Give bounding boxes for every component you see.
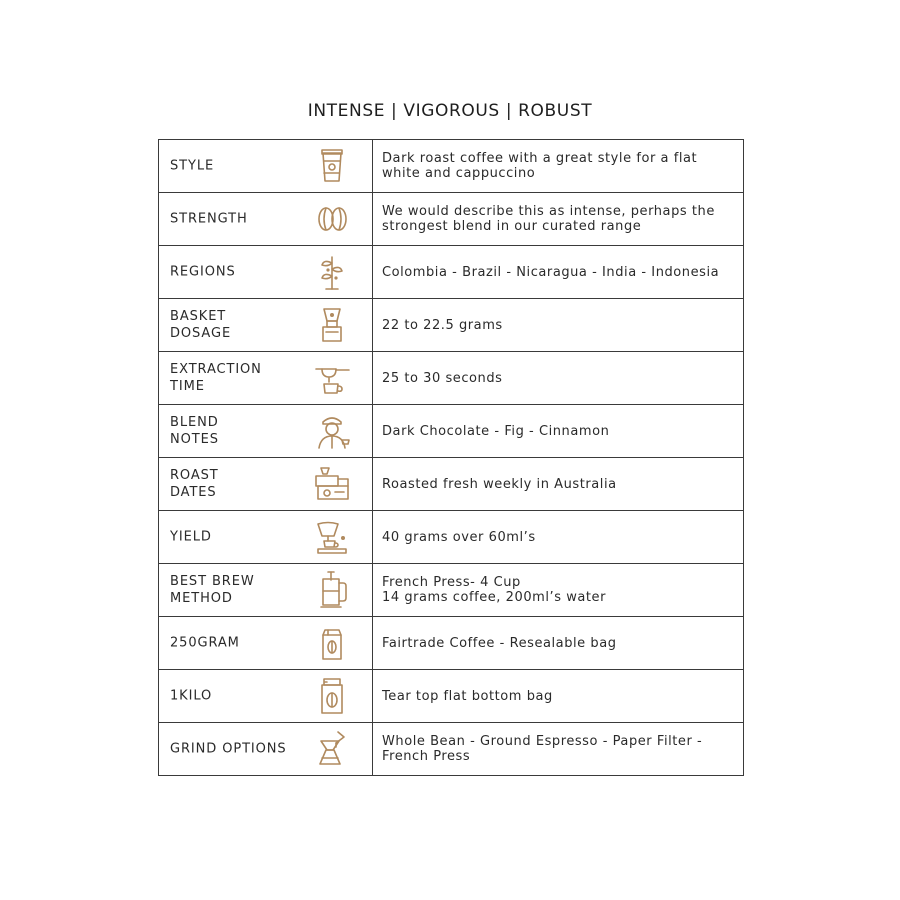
row-label: BASKET DOSAGE bbox=[170, 309, 232, 341]
row-label: 1KILO bbox=[170, 688, 213, 704]
takeaway-cup-icon bbox=[312, 145, 352, 187]
row-value: We would describe this as intense, perhaps the strongest blend in our curated range bbox=[373, 193, 744, 246]
label-cell bbox=[159, 511, 373, 564]
table-row bbox=[159, 352, 744, 405]
table-row bbox=[159, 246, 744, 299]
row-label: BLEND NOTES bbox=[170, 415, 219, 447]
coffee-bag-small-icon bbox=[312, 622, 352, 664]
row-value: 25 to 30 seconds bbox=[373, 352, 744, 405]
table-row bbox=[159, 140, 744, 193]
row-label: BEST BREW METHOD bbox=[170, 574, 255, 606]
table-row bbox=[159, 564, 744, 617]
table-row bbox=[159, 617, 744, 670]
table-row bbox=[159, 670, 744, 723]
label-cell bbox=[159, 405, 373, 458]
table-row bbox=[159, 299, 744, 352]
pour-over-icon bbox=[312, 728, 352, 770]
table-row bbox=[159, 193, 744, 246]
row-label: STYLE bbox=[170, 158, 215, 174]
table-row bbox=[159, 405, 744, 458]
row-value: Dark roast coffee with a great style for a flat white and cappuccino bbox=[373, 140, 744, 193]
coffee-bag-large-icon bbox=[312, 675, 352, 717]
row-value: Roasted fresh weekly in Australia bbox=[373, 458, 744, 511]
row-label: REGIONS bbox=[170, 264, 236, 280]
table-row bbox=[159, 511, 744, 564]
label-cell bbox=[159, 723, 373, 776]
row-value: Dark Chocolate - Fig - Cinnamon bbox=[373, 405, 744, 458]
row-value: Fairtrade Coffee - Resealable bag bbox=[373, 617, 744, 670]
label-cell bbox=[159, 458, 373, 511]
label-cell bbox=[159, 193, 373, 246]
row-value: French Press- 4 Cup 14 grams coffee, 200ml’s water bbox=[373, 564, 744, 617]
row-label: GRIND OPTIONS bbox=[170, 741, 287, 757]
row-label: 250GRAM bbox=[170, 635, 240, 651]
row-value: 40 grams over 60ml’s bbox=[373, 511, 744, 564]
row-value: 22 to 22.5 grams bbox=[373, 299, 744, 352]
page-title: INTENSE | VIGOROUS | ROBUST bbox=[307, 101, 593, 121]
label-cell bbox=[159, 299, 373, 352]
label-cell bbox=[159, 670, 373, 723]
row-value: Tear top flat bottom bag bbox=[373, 670, 744, 723]
table-row bbox=[159, 723, 744, 776]
coffee-grinder-icon bbox=[312, 304, 352, 346]
coffee-plant-icon bbox=[312, 251, 352, 293]
barista-icon bbox=[312, 410, 352, 452]
label-cell bbox=[159, 564, 373, 617]
row-label: YIELD bbox=[170, 529, 212, 545]
table-row bbox=[159, 458, 744, 511]
row-value: Whole Bean - Ground Espresso - Paper Filter - French Press bbox=[373, 723, 744, 776]
espresso-scale-icon bbox=[312, 516, 352, 558]
label-cell bbox=[159, 352, 373, 405]
coffee-beans-icon bbox=[312, 198, 352, 240]
label-cell bbox=[159, 617, 373, 670]
row-label: EXTRACTION TIME bbox=[170, 362, 262, 394]
row-label: STRENGTH bbox=[170, 211, 248, 227]
row-value: Colombia - Brazil - Nicaragua - India - Indonesia bbox=[373, 246, 744, 299]
french-press-icon bbox=[312, 569, 352, 611]
portafilter-cup-icon bbox=[312, 357, 352, 399]
row-label: ROAST DATES bbox=[170, 468, 219, 500]
label-cell bbox=[159, 140, 373, 193]
coffee-spec-table bbox=[158, 139, 744, 776]
label-cell bbox=[159, 246, 373, 299]
coffee-roaster-icon bbox=[312, 463, 352, 505]
